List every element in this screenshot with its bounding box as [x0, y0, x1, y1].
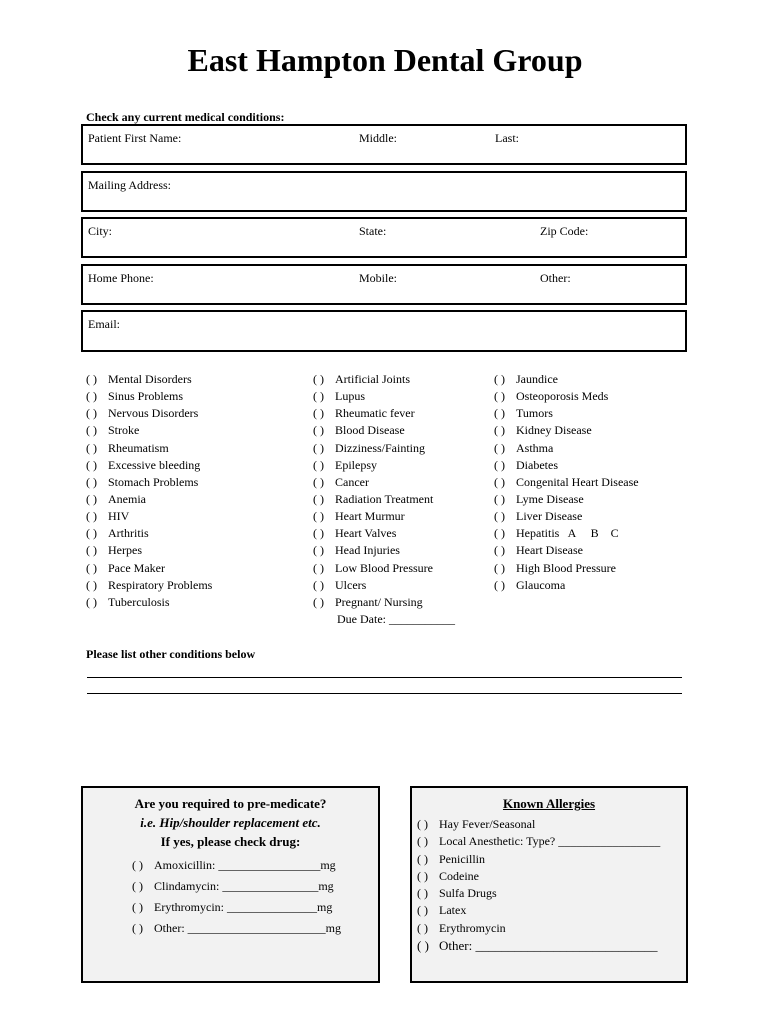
checkbox[interactable]: ( ) — [494, 457, 505, 472]
condition-item[interactable]: ( ) Excessive bleeding — [86, 457, 212, 474]
email-label: Email: — [88, 317, 120, 331]
condition-item[interactable]: ( ) Cancer — [313, 474, 455, 491]
checkbox[interactable]: ( ) — [86, 577, 97, 592]
condition-item[interactable]: ( ) Congenital Heart Disease — [494, 474, 639, 491]
condition-item[interactable]: ( ) Lupus — [313, 388, 455, 405]
condition-item[interactable]: ( ) Stroke — [86, 422, 212, 439]
condition-item[interactable]: ( ) Epilepsy — [313, 457, 455, 474]
checkbox[interactable]: ( ) — [313, 594, 324, 609]
checkbox[interactable]: ( ) — [313, 457, 324, 472]
checkbox[interactable]: ( ) — [417, 903, 428, 918]
checkbox[interactable]: ( ) — [494, 543, 505, 558]
checkbox[interactable]: ( ) — [313, 423, 324, 438]
condition-item[interactable]: ( ) Asthma — [494, 440, 639, 457]
condition-item[interactable]: ( ) Anemia — [86, 491, 212, 508]
checkbox[interactable]: ( ) — [86, 594, 97, 609]
allergy-item[interactable]: ( ) Erythromycin — [417, 920, 686, 937]
premedicate-question: Are you required to pre-medicate? — [134, 796, 327, 811]
condition-item[interactable]: ( ) Kidney Disease — [494, 422, 639, 439]
checkbox[interactable]: ( ) — [86, 560, 97, 575]
first-name-label: Patient First Name: — [88, 131, 182, 145]
condition-item[interactable]: ( ) High Blood Pressure — [494, 560, 639, 577]
allergy-item[interactable]: ( ) Local Anesthetic: Type? _________________ — [417, 833, 686, 850]
conditions-column-3 — [494, 371, 639, 594]
checkbox[interactable]: ( ) — [132, 900, 143, 914]
checkbox[interactable]: ( ) — [86, 406, 97, 421]
checkbox[interactable]: ( ) — [86, 457, 97, 472]
allergies-heading: Known Allergies — [502, 796, 596, 811]
condition-item[interactable]: ( ) Tuberculosis — [86, 594, 212, 611]
condition-item[interactable]: ( ) Rheumatism — [86, 440, 212, 457]
checkbox[interactable]: ( ) — [417, 817, 428, 831]
condition-item[interactable]: ( ) Dizziness/Fainting — [313, 440, 455, 457]
checkbox[interactable]: ( ) — [494, 406, 505, 421]
allergy-item[interactable]: ( ) Latex — [417, 902, 686, 919]
other-conditions-line-1[interactable] — [87, 677, 682, 678]
checkbox[interactable]: ( ) — [313, 526, 324, 541]
checkbox[interactable]: ( ) — [313, 406, 324, 421]
condition-item[interactable]: ( ) Head Injuries — [313, 542, 455, 559]
checkbox[interactable]: ( ) — [86, 543, 97, 558]
mailing-address-label: Mailing Address: — [88, 178, 171, 192]
premedicate-panel — [81, 786, 380, 983]
checkbox[interactable]: ( ) — [86, 509, 97, 524]
condition-item[interactable]: ( ) Lyme Disease — [494, 491, 639, 508]
condition-item[interactable]: ( ) Respiratory Problems — [86, 577, 212, 594]
checkbox[interactable]: ( ) — [417, 920, 428, 935]
checkbox[interactable]: ( ) — [313, 509, 324, 524]
checkbox[interactable]: ( ) — [417, 938, 429, 954]
conditions-column-2 — [313, 371, 455, 628]
condition-item[interactable]: ( ) Nervous Disorders — [86, 405, 212, 422]
checkbox[interactable]: ( ) — [417, 868, 428, 883]
condition-item[interactable]: ( ) Herpes — [86, 542, 212, 559]
condition-item[interactable]: ( ) Diabetes — [494, 457, 639, 474]
email-box[interactable] — [81, 310, 687, 352]
checkbox[interactable]: ( ) — [494, 474, 505, 489]
checkbox[interactable]: ( ) — [86, 491, 97, 506]
condition-item[interactable]: ( ) Pregnant/ Nursing — [313, 594, 455, 611]
home-phone-label: Home Phone: — [88, 271, 154, 285]
condition-item[interactable]: ( ) Liver Disease — [494, 508, 639, 525]
conditions-column-1 — [86, 371, 212, 611]
allergies-panel — [410, 786, 688, 983]
checkbox[interactable]: ( ) — [494, 372, 505, 386]
other-phone-label: Other: — [540, 271, 571, 285]
checkbox[interactable]: ( ) — [494, 389, 505, 404]
condition-item[interactable]: ( ) Sinus Problems — [86, 388, 212, 405]
checkbox[interactable]: ( ) — [494, 526, 505, 541]
checkbox[interactable]: ( ) — [417, 886, 428, 901]
condition-item[interactable]: ( ) Pace Maker — [86, 560, 212, 577]
condition-item[interactable]: ( ) Heart Disease — [494, 542, 639, 559]
conditions-heading: Check any current medical conditions: — [86, 110, 285, 124]
other-conditions-line-2[interactable] — [87, 693, 682, 694]
allergy-item[interactable]: ( ) Penicillin — [417, 851, 686, 868]
condition-item[interactable]: ( ) Hepatitis A B C — [494, 525, 639, 542]
checkbox[interactable]: ( ) — [86, 423, 97, 438]
checkbox[interactable]: ( ) — [313, 389, 324, 404]
condition-item[interactable]: ( ) Mental Disorders — [86, 371, 212, 388]
premedicate-instruction: If yes, please check drug: — [160, 834, 301, 849]
checkbox[interactable]: ( ) — [494, 491, 505, 506]
checkbox[interactable]: ( ) — [86, 372, 97, 386]
checkbox[interactable]: ( ) — [494, 577, 505, 592]
condition-item[interactable]: ( ) Radiation Treatment — [313, 491, 455, 508]
checkbox[interactable]: ( ) — [86, 474, 97, 489]
checkbox[interactable]: ( ) — [313, 560, 324, 575]
checkbox[interactable]: ( ) — [494, 423, 505, 438]
due-date-field[interactable]: Due Date: ___________ — [337, 611, 455, 626]
drug-item[interactable]: ( ) Erythromycin: _______________mg — [132, 897, 378, 918]
condition-item[interactable]: ( ) Osteoporosis Meds — [494, 388, 639, 405]
allergy-item[interactable]: ( ) Hay Fever/Seasonal — [417, 816, 686, 833]
condition-item[interactable]: ( ) Rheumatic fever — [313, 405, 455, 422]
checkbox[interactable]: ( ) — [494, 509, 505, 524]
last-name-label: Last: — [495, 131, 519, 145]
checkbox[interactable]: ( ) — [417, 834, 428, 849]
checkbox[interactable]: ( ) — [132, 879, 143, 893]
allergy-item[interactable]: ( ) Other: ____________________________ — [417, 938, 658, 954]
condition-item[interactable]: ( ) Jaundice — [494, 371, 639, 388]
mailing-address-box[interactable] — [81, 171, 687, 212]
checkbox[interactable]: ( ) — [313, 491, 324, 506]
mobile-label: Mobile: — [359, 271, 397, 285]
other-conditions-heading: Please list other conditions below — [86, 647, 256, 661]
checkbox[interactable]: ( ) — [313, 543, 324, 558]
name-field-box[interactable] — [81, 124, 687, 165]
city-label: City: — [88, 224, 113, 238]
zip-code-label: Zip Code: — [540, 224, 589, 238]
condition-item[interactable]: ( ) Stomach Problems — [86, 474, 212, 491]
allergy-item[interactable]: ( ) Codeine — [417, 868, 686, 885]
drug-item[interactable]: ( ) Clindamycin: ________________mg — [132, 876, 378, 897]
condition-item[interactable]: ( ) Artificial Joints — [313, 371, 455, 388]
state-label: State: — [359, 224, 387, 238]
checkbox[interactable]: ( ) — [313, 577, 324, 592]
premedicate-example: i.e. Hip/shoulder replacement etc. — [140, 815, 321, 830]
condition-item[interactable]: ( ) Heart Valves — [313, 525, 455, 542]
allergy-item[interactable]: ( ) Sulfa Drugs — [417, 885, 686, 902]
condition-item[interactable]: ( ) Blood Disease — [313, 422, 455, 439]
page-title: East Hampton Dental Group — [187, 42, 583, 78]
checkbox[interactable]: ( ) — [132, 858, 143, 872]
checkbox[interactable]: ( ) — [313, 474, 324, 489]
condition-item[interactable]: ( ) Low Blood Pressure — [313, 560, 455, 577]
checkbox[interactable]: ( ) — [494, 440, 505, 455]
drug-item[interactable]: ( ) Other: _______________________mg — [132, 918, 378, 939]
drug-item[interactable]: ( ) Amoxicillin: _________________mg — [132, 855, 378, 876]
checkbox[interactable]: ( ) — [86, 526, 97, 541]
checkbox[interactable]: ( ) — [313, 372, 324, 386]
condition-item[interactable]: ( ) Heart Murmur — [313, 508, 455, 525]
checkbox[interactable]: ( ) — [132, 921, 143, 935]
condition-item[interactable]: ( ) HIV — [86, 508, 212, 525]
condition-item[interactable]: ( ) Arthritis — [86, 525, 212, 542]
phone-box[interactable] — [81, 264, 687, 305]
checkbox[interactable]: ( ) — [417, 851, 428, 866]
condition-item[interactable]: ( ) Glaucoma — [494, 577, 639, 594]
city-state-zip-box[interactable] — [81, 217, 687, 258]
middle-name-label: Middle: — [359, 131, 397, 145]
checkbox[interactable]: ( ) — [494, 560, 505, 575]
checkbox[interactable]: ( ) — [86, 440, 97, 455]
condition-item[interactable]: ( ) Tumors — [494, 405, 639, 422]
checkbox[interactable]: ( ) — [86, 389, 97, 404]
checkbox[interactable]: ( ) — [313, 440, 324, 455]
condition-item[interactable]: ( ) Ulcers — [313, 577, 455, 594]
